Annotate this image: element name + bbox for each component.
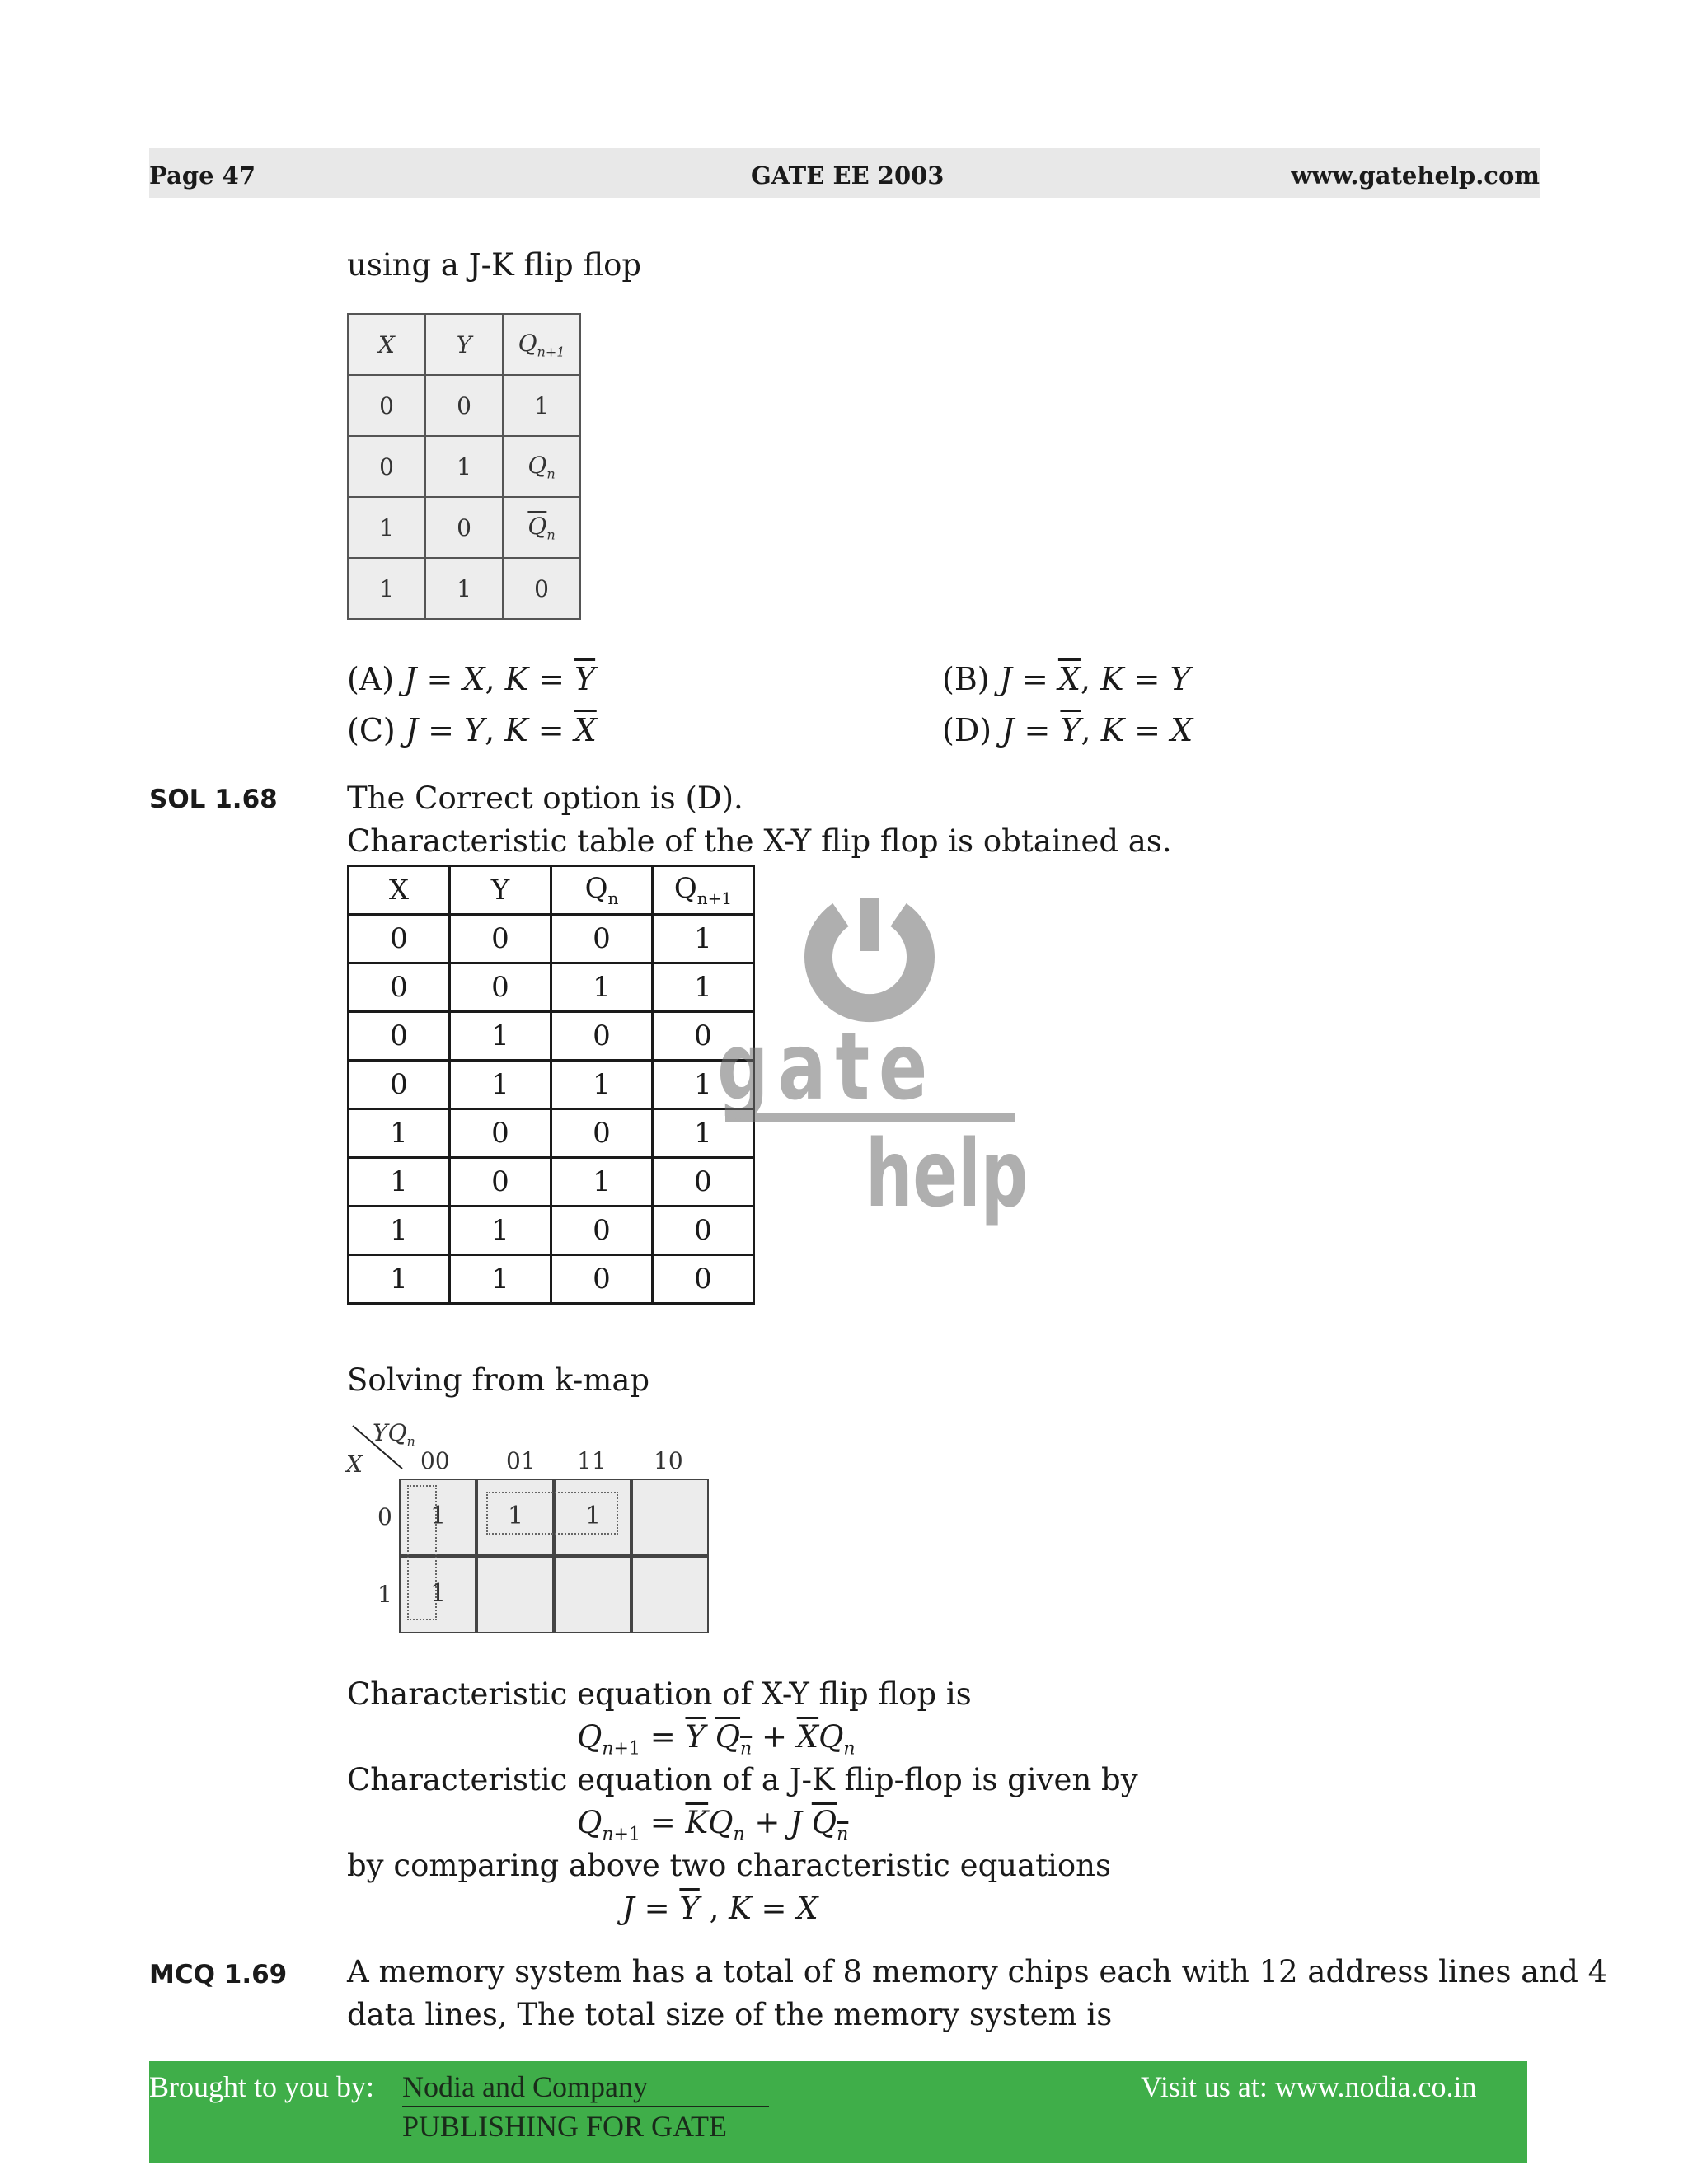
solution-label: SOL 1.68 bbox=[149, 785, 278, 814]
header-website: www.gatehelp.com bbox=[1291, 162, 1540, 190]
footer-banner bbox=[149, 2061, 1527, 2163]
table-row bbox=[349, 1207, 754, 1255]
equation-result: $J = \overline{Y}$ , K = X bbox=[622, 1891, 818, 1926]
page-header bbox=[149, 148, 1540, 198]
table-row bbox=[348, 375, 580, 436]
gatehelp-watermark bbox=[717, 890, 1029, 1236]
table-cell: 1 bbox=[653, 1109, 754, 1158]
table-cell: 0 bbox=[349, 963, 450, 1012]
table-cell: 1 bbox=[349, 1207, 450, 1255]
equation-intro-xy: Characteristic equation of X-Y flip flop is bbox=[347, 1676, 972, 1712]
table-header-cell: X bbox=[349, 866, 450, 915]
table-row bbox=[349, 1255, 754, 1304]
table-row bbox=[349, 1061, 754, 1109]
table-cell: 0 bbox=[425, 497, 503, 558]
equation-intro-jk: Characteristic equation of a J-K flip-flop is given by bbox=[347, 1762, 1138, 1797]
kmap-col-label: 01 bbox=[506, 1447, 536, 1474]
table-cell: 0 bbox=[349, 915, 450, 963]
footer-company-link[interactable]: Nodia and Company bbox=[402, 2070, 648, 2103]
kmap-value: 1 bbox=[430, 1502, 447, 1530]
table-cell: 0 bbox=[450, 1109, 551, 1158]
table-row bbox=[349, 1012, 754, 1061]
table-row bbox=[348, 497, 580, 558]
option-b: (B) $J = \overline{X}$, K = Y bbox=[942, 661, 1191, 697]
kmap-value: 1 bbox=[430, 1579, 447, 1608]
table-cell: 1 bbox=[551, 963, 653, 1012]
table-cell: 1 bbox=[653, 963, 754, 1012]
equation-compare-text: by comparing above two characteristic equations bbox=[347, 1848, 1111, 1883]
equation-xy: $Q_{n+1} = \overline{Y}$ $Q_n + \overline{X}Q_n$ bbox=[577, 1719, 856, 1760]
table-cell: 0 bbox=[450, 915, 551, 963]
table-cell: 1 bbox=[425, 558, 503, 619]
table-cell: 0 bbox=[503, 558, 580, 619]
table-header-cell: Y bbox=[450, 866, 551, 915]
table-header-row bbox=[349, 866, 754, 915]
table-cell: 1 bbox=[450, 1207, 551, 1255]
table-cell: 0 bbox=[653, 1255, 754, 1304]
table-cell: 1 bbox=[348, 558, 425, 619]
table-header-cell: Y bbox=[425, 314, 503, 375]
table-cell: 0 bbox=[348, 436, 425, 497]
table-row bbox=[349, 963, 754, 1012]
table-cell: 0 bbox=[450, 963, 551, 1012]
table-cell: 1 bbox=[653, 1061, 754, 1109]
table-cell: 0 bbox=[425, 375, 503, 436]
table-cell: 0 bbox=[653, 1158, 754, 1207]
solution-answer: The Correct option is (D). bbox=[347, 780, 743, 816]
table-row bbox=[349, 1109, 754, 1158]
table-header-cell: $Q_{n+1}$ bbox=[503, 314, 580, 375]
kmap-row-variable: X bbox=[346, 1451, 363, 1478]
kmap-intro: Solving from k-map bbox=[347, 1362, 650, 1398]
table-cell: $\overline{Q}_n$ bbox=[503, 497, 580, 558]
kmap-col-label: 00 bbox=[420, 1447, 450, 1474]
table-cell: 0 bbox=[551, 1207, 653, 1255]
watermark-gate-text: gate bbox=[717, 1014, 937, 1121]
kmap-cell bbox=[631, 1479, 709, 1556]
table-row bbox=[348, 558, 580, 619]
table-cell: 0 bbox=[450, 1158, 551, 1207]
kmap-col-label: 10 bbox=[654, 1447, 683, 1474]
table-cell: 0 bbox=[551, 915, 653, 963]
solution-table-intro: Characteristic table of the X-Y flip flop is obtained as. bbox=[347, 823, 1172, 859]
table-cell: 1 bbox=[450, 1061, 551, 1109]
table-cell: 1 bbox=[348, 497, 425, 558]
mcq-text-line1: A memory system has a total of 8 memory chips each with 12 address lines and 4 bbox=[347, 1954, 1608, 1990]
truth-table-xy bbox=[347, 313, 581, 620]
footer-divider bbox=[402, 2106, 769, 2107]
table-header-cell: $Q_{n+1}$ bbox=[653, 866, 754, 915]
table-header-cell: $Q_n$ bbox=[551, 866, 653, 915]
table-cell: 1 bbox=[450, 1012, 551, 1061]
kmap-col-variable: $YQ_n$ bbox=[373, 1419, 415, 1450]
mcq-label: MCQ 1.69 bbox=[149, 1960, 288, 1990]
page-number: Page 47 bbox=[149, 162, 256, 190]
table-cell: 1 bbox=[425, 436, 503, 497]
table-cell: 0 bbox=[551, 1109, 653, 1158]
kmap-cell bbox=[631, 1556, 709, 1633]
characteristic-table bbox=[347, 865, 755, 1305]
option-d: (D) $J = \overline{Y}$, K = X bbox=[942, 712, 1193, 748]
table-cell: 0 bbox=[653, 1012, 754, 1061]
table-cell: 1 bbox=[653, 915, 754, 963]
table-row bbox=[349, 915, 754, 963]
kmap-col-label: 11 bbox=[577, 1447, 607, 1474]
table-cell: 0 bbox=[348, 375, 425, 436]
table-cell: $Q_n$ bbox=[503, 436, 580, 497]
kmap-row-label: 1 bbox=[377, 1581, 392, 1608]
table-cell: 1 bbox=[349, 1158, 450, 1207]
table-cell: 1 bbox=[450, 1255, 551, 1304]
kmap-value: 1 bbox=[585, 1502, 602, 1530]
table-cell: 0 bbox=[349, 1061, 450, 1109]
karnaugh-map bbox=[345, 1418, 724, 1648]
footer-visit-link[interactable]: Visit us at: www.nodia.co.in bbox=[1141, 2070, 1477, 2103]
table-row bbox=[349, 1158, 754, 1207]
table-cell: 1 bbox=[551, 1158, 653, 1207]
table-cell: 0 bbox=[349, 1012, 450, 1061]
table-header-row bbox=[348, 314, 580, 375]
table-cell: 1 bbox=[503, 375, 580, 436]
watermark-help-text: help bbox=[865, 1121, 1029, 1228]
footer-brought-by: Brought to you by: bbox=[149, 2070, 375, 2103]
footer-tagline: PUBLISHING FOR GATE bbox=[402, 2110, 728, 2143]
table-row bbox=[348, 436, 580, 497]
table-header-cell: X bbox=[348, 314, 425, 375]
equation-jk: $Q_{n+1} = \overline{K}Q_n + J$ $Q_n$ bbox=[577, 1805, 849, 1845]
exam-title: GATE EE 2003 bbox=[751, 162, 945, 190]
table-cell: 1 bbox=[551, 1061, 653, 1109]
table-cell: 1 bbox=[349, 1109, 450, 1158]
option-c: (C) J = Y, $K = \overline{X}$ bbox=[347, 712, 597, 748]
kmap-cell bbox=[476, 1556, 554, 1633]
table-cell: 0 bbox=[653, 1207, 754, 1255]
kmap-cell bbox=[554, 1556, 631, 1633]
table-cell: 0 bbox=[551, 1255, 653, 1304]
kmap-value: 1 bbox=[508, 1502, 524, 1530]
option-a: (A) J = X, $K = \overline{Y}$ bbox=[347, 661, 596, 697]
question-text: using a J-K flip flop bbox=[347, 247, 642, 283]
kmap-row-label: 0 bbox=[377, 1503, 392, 1530]
table-cell: 1 bbox=[349, 1255, 450, 1304]
mcq-text-line2: data lines, The total size of the memory system is bbox=[347, 1997, 1113, 2032]
table-cell: 0 bbox=[551, 1012, 653, 1061]
